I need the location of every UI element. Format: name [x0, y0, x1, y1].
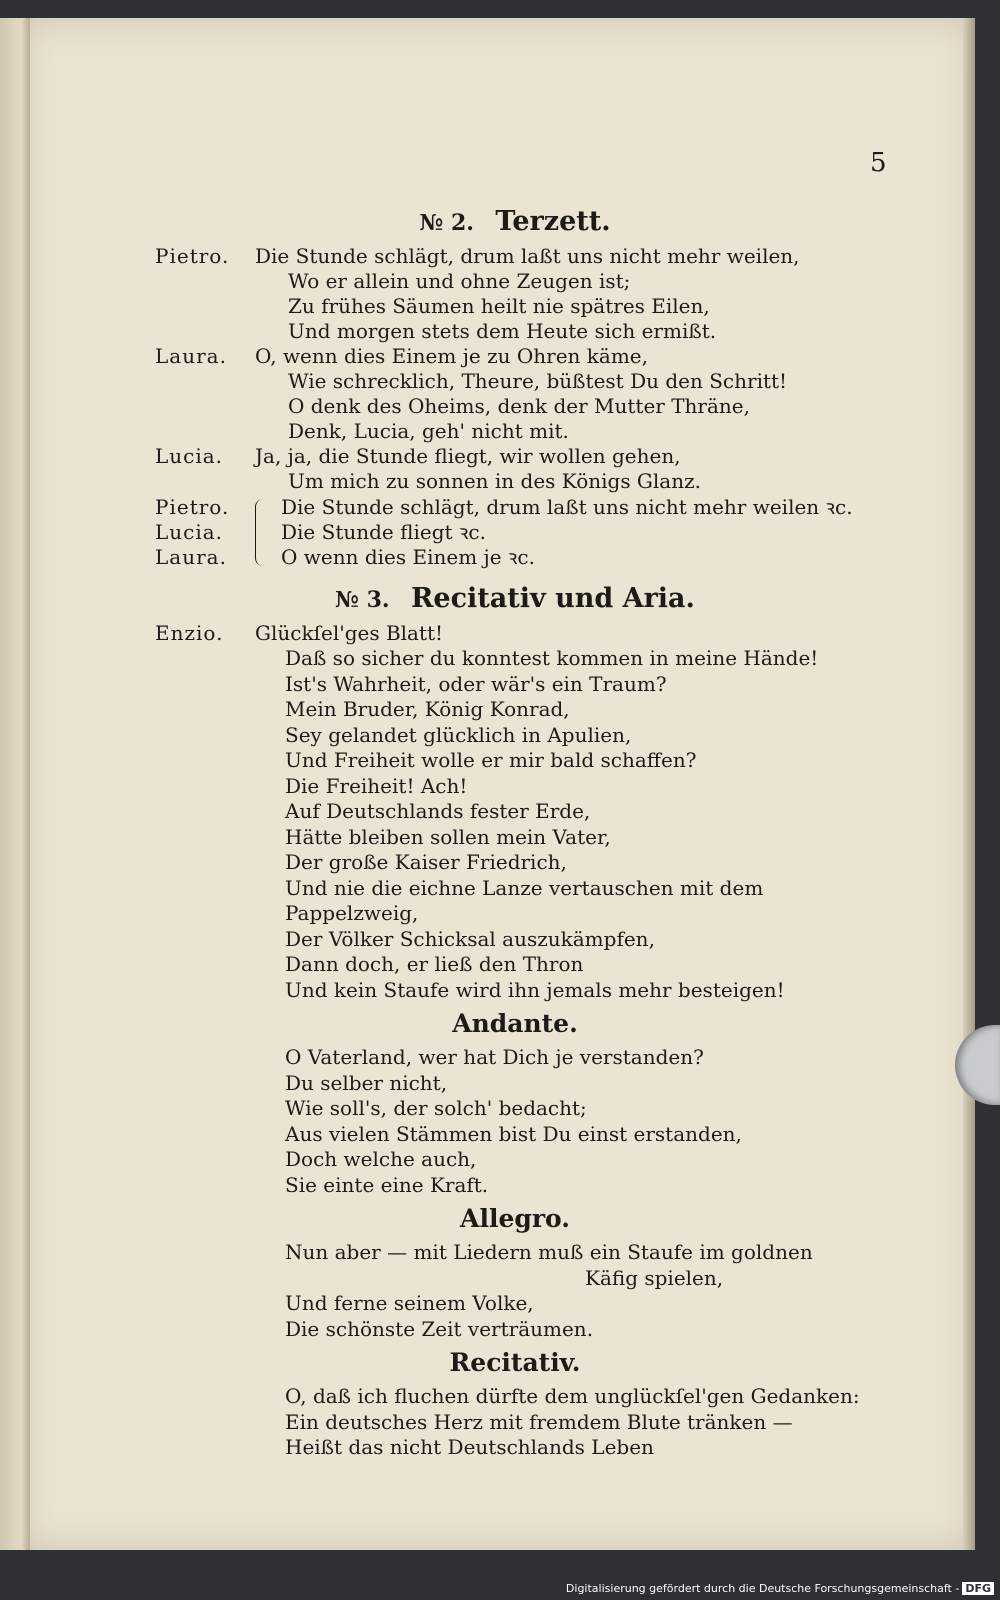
- verse-line: Denk, Lucia, geh' nicht mit.: [288, 419, 569, 443]
- verse-line: Und ferne seinem Volke,: [285, 1291, 534, 1315]
- speaker-name: Lucia.: [155, 444, 224, 468]
- section-2-entries: [155, 244, 875, 494]
- verse-line: Ja, ja, die Stunde fliegt, wir wollen gehen,: [255, 444, 681, 468]
- dialogue-entry: [155, 244, 875, 344]
- verse-line: Sey gelandet glücklich in Apulien,: [285, 722, 632, 747]
- speaker-name: Pietro.: [155, 495, 230, 519]
- curly-brace: [255, 499, 266, 566]
- verse-line: Und nie die eichne Lanze vertauschen mit dem Pappelzweig,: [285, 875, 764, 925]
- andante-lines: [155, 1045, 875, 1198]
- speaker-name: Pietro.: [155, 244, 230, 268]
- verse-line: Zu frühes Säumen heilt nie spätres Eilen,: [288, 294, 710, 318]
- section-3-title: Recitativ und Aria.: [410, 583, 695, 614]
- verse-line: Wie schrecklich, Theure, büßtest Du den Schritt!: [288, 369, 788, 393]
- verse-line: Und Freiheit wolle er mir bald schaffen?: [285, 748, 697, 772]
- verse-line: Der große Kaiser Friedrich,: [285, 850, 567, 874]
- allegro-lines: [155, 1240, 875, 1342]
- verse-line: Die Stunde fliegt ꝛc.: [281, 520, 486, 544]
- verse-line: O, wenn dies Einem je zu Ohren käme,: [255, 344, 648, 368]
- speaker-name: Laura.: [155, 344, 227, 368]
- section-2-heading: [155, 205, 875, 240]
- andante-heading: Andante.: [452, 1009, 578, 1038]
- dialogue-lines: [255, 344, 875, 444]
- ensemble-speakers: [155, 495, 255, 570]
- verse-line: Dann doch, er ließ den Thron: [285, 952, 584, 976]
- verse-line: Nun aber — mit Liedern muß ein Staufe im goldnen: [285, 1240, 813, 1264]
- speaker-name: Laura.: [155, 545, 227, 569]
- recitativ-closing-lines: [155, 1384, 875, 1461]
- verse-line: O denk des Oheims, denk der Mutter Thräne,: [288, 394, 750, 418]
- section-2-title: Terzett.: [495, 206, 611, 237]
- dialogue-lines: [255, 444, 875, 494]
- page-edge: [963, 18, 975, 1550]
- verse-line-continuation: Käfig spielen,: [585, 1265, 724, 1290]
- allegro-heading: Allegro.: [460, 1204, 570, 1233]
- section-3-heading: [155, 582, 875, 617]
- verse-line: Die schönste Zeit verträumen.: [285, 1316, 594, 1341]
- speaker-name: Lucia.: [155, 520, 224, 544]
- verse-line: Mein Bruder, König Konrad,: [285, 697, 570, 721]
- recitativ-lines: [155, 646, 875, 1003]
- page-content: [155, 205, 875, 1461]
- verse-line: Sie einte eine Kraft.: [285, 1172, 489, 1197]
- verse-line: O Vaterland, wer hat Dich je verstanden?: [285, 1045, 704, 1069]
- verse-line: Ist's Wahrheit, oder wär's ein Traum?: [285, 671, 667, 696]
- speaker-name: Enzio.: [155, 621, 224, 645]
- verse-line: Wie soll's, der solch' bedacht;: [285, 1096, 587, 1120]
- verse-line: Um mich zu sonnen in des Königs Glanz.: [288, 469, 702, 493]
- verse-line: Die Stunde schlägt, drum laßt uns nicht mehr weilen ꝛc.: [281, 495, 853, 519]
- page-number: 5: [870, 148, 887, 178]
- dialogue-lines: [255, 244, 875, 344]
- section-2-number: № 2.: [419, 210, 474, 236]
- footer-text: Digitalisierung gefördert durch die Deutsche Forschungsgemeinschaft -: [565, 1582, 960, 1595]
- verse-line: Glückſel'ges Blatt!: [255, 621, 444, 645]
- recitativ-heading: Recitativ.: [449, 1348, 581, 1377]
- section-3-number: № 3.: [335, 587, 390, 613]
- dfg-logo: DFG: [962, 1582, 994, 1595]
- verse-line: Und morgen stets dem Heute sich ermißt.: [288, 319, 717, 343]
- verse-line: Die Stunde schlägt, drum laßt uns nicht mehr weilen,: [255, 244, 800, 268]
- ensemble-group: [155, 495, 875, 570]
- verse-line: O, daß ich fluchen dürfte dem unglückſel'gen Gedanken:: [285, 1384, 860, 1408]
- verse-line: Heißt das nicht Deutschlands Leben: [285, 1435, 654, 1459]
- verse-line: Hätte bleiben sollen mein Vater,: [285, 824, 611, 849]
- dfg-credit: [566, 1582, 994, 1595]
- verse-line: Und kein Staufe wird ihn jemals mehr besteigen!: [285, 977, 785, 1002]
- verse-line: Ein deutsches Herz mit fremdem Blute tränken —: [285, 1409, 793, 1434]
- ensemble-lines: [281, 495, 875, 570]
- enzio-first-line: [255, 621, 875, 646]
- verse-line: Daß so sicher du konntest kommen in meine Hände!: [285, 646, 819, 670]
- enzio-entry: [155, 621, 875, 646]
- verse-line: Auf Deutschlands fester Erde,: [285, 799, 591, 823]
- verse-line: O wenn dies Einem je ꝛc.: [281, 545, 535, 569]
- verse-line: Du selber nicht,: [285, 1070, 448, 1095]
- dialogue-entry: [155, 344, 875, 444]
- verse-line: Wo er allein und ohne Zeugen ist;: [288, 269, 631, 293]
- book-spine: [0, 18, 30, 1550]
- verse-line: Die Freiheit! Ach!: [285, 773, 468, 798]
- dialogue-entry: [155, 444, 875, 494]
- verse-line: Doch welche auch,: [285, 1147, 477, 1171]
- verse-line: Der Völker Schicksal auszukämpfen,: [285, 926, 655, 951]
- verse-line: Aus vielen Stämmen bist Du einst erstanden,: [285, 1121, 742, 1146]
